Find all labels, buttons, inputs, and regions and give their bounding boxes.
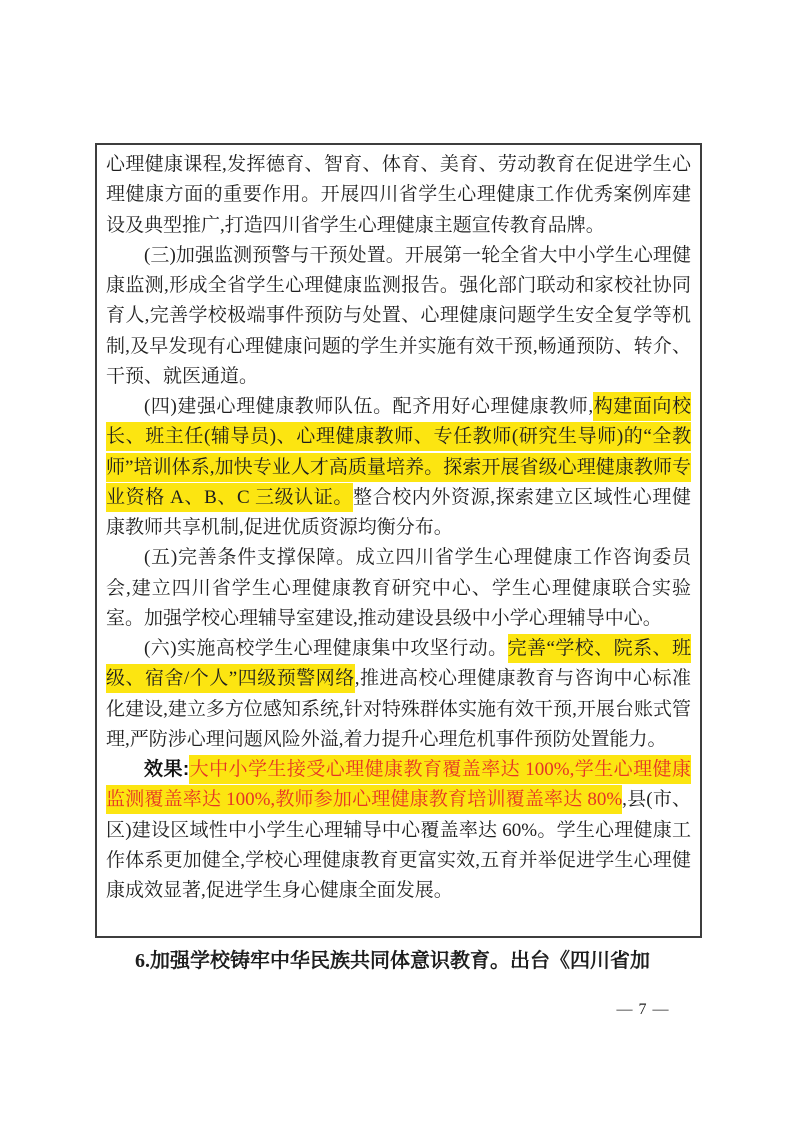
paragraph [106,634,691,755]
paragraph [106,755,691,906]
bold-label: 效果: [144,759,190,780]
paragraph [106,543,691,634]
highlighted-text: 构建面向校长、班主任(辅导员)、心理健康教师、专任教师(研究生导师)的“全教师”培训体系,加快专业人才高质量培养。探索开展省级心理健康教师专业资格 A、B、C 三级认证。 [106,392,691,512]
body-text: (五)完善条件支撑保障。成立四川省学生心理健康工作咨询委员会,建立四川省学生心理健康教育研究中心、学生心理健康联合实验室。加强学校心理辅导室建设,推动建设县级中小学心理辅导中心。 [106,547,691,629]
highlighted-text: 完善“学校、院系、班级、宿舍/个人”四级预警网络 [106,634,691,693]
body-text: 心理健康课程,发挥德育、智育、体育、美育、劳动教育在促进学生心理健康方面的重要作用。开展四川省学生心理健康工作优秀案例库建设及典型推广,打造四川省学生心理健康主题宣传教育品牌。 [106,154,691,236]
body-text: (六)实施高校学生心理健康集中攻坚行动。 [144,638,508,659]
page-number: — 7 — [616,1001,670,1018]
document-box [95,143,702,938]
section-6-heading: 6.加强学校铸牢中华民族共同体意识教育。出台《四川省加 [135,950,650,972]
body-text: ,县(市、区)建设区域性中小学生心理辅导中心覆盖率达 60%。学生心理健康工作体系更加健全,学校心理健康教育更富实效,五育并举促进学生心理健康成效显著,促进学生身心健康全面发展。 [106,789,692,901]
paragraph [106,150,691,241]
highlighted-red-text: 大中小学生接受心理健康教育覆盖率达 100%,学生心理健康监测覆盖率达 100%,教师参加心理健康教育培训覆盖率达 80% [106,755,691,814]
paragraph [106,241,691,392]
body-text: 整合校内外资源,探索建立区域性心理健康教师共享机制,促进优质资源均衡分布。 [106,486,691,538]
body-text: (四)建强心理健康教师队伍。配齐用好心理健康教师, [144,396,594,417]
paragraph [106,392,691,543]
body-text: ,推进高校心理健康教育与咨询中心标准化建设,建立多方位感知系统,针对特殊群体实施有效干预,开展台账式管理,严防涉心理问题风险外溢,着力提升心理危机事件预防处置能力。 [106,668,691,750]
body-text: (三)加强监测预警与干预处置。开展第一轮全省大中小学生心理健康监测,形成全省学生心理健康监测报告。强化部门联动和家校社协同育人,完善学校极端事件预防与处置、心理健康问题学生安全复学等机制,及早发现有心理健康问题的学生并实施有效干预,畅通预防、转介、干预、就医通道。 [106,244,691,387]
